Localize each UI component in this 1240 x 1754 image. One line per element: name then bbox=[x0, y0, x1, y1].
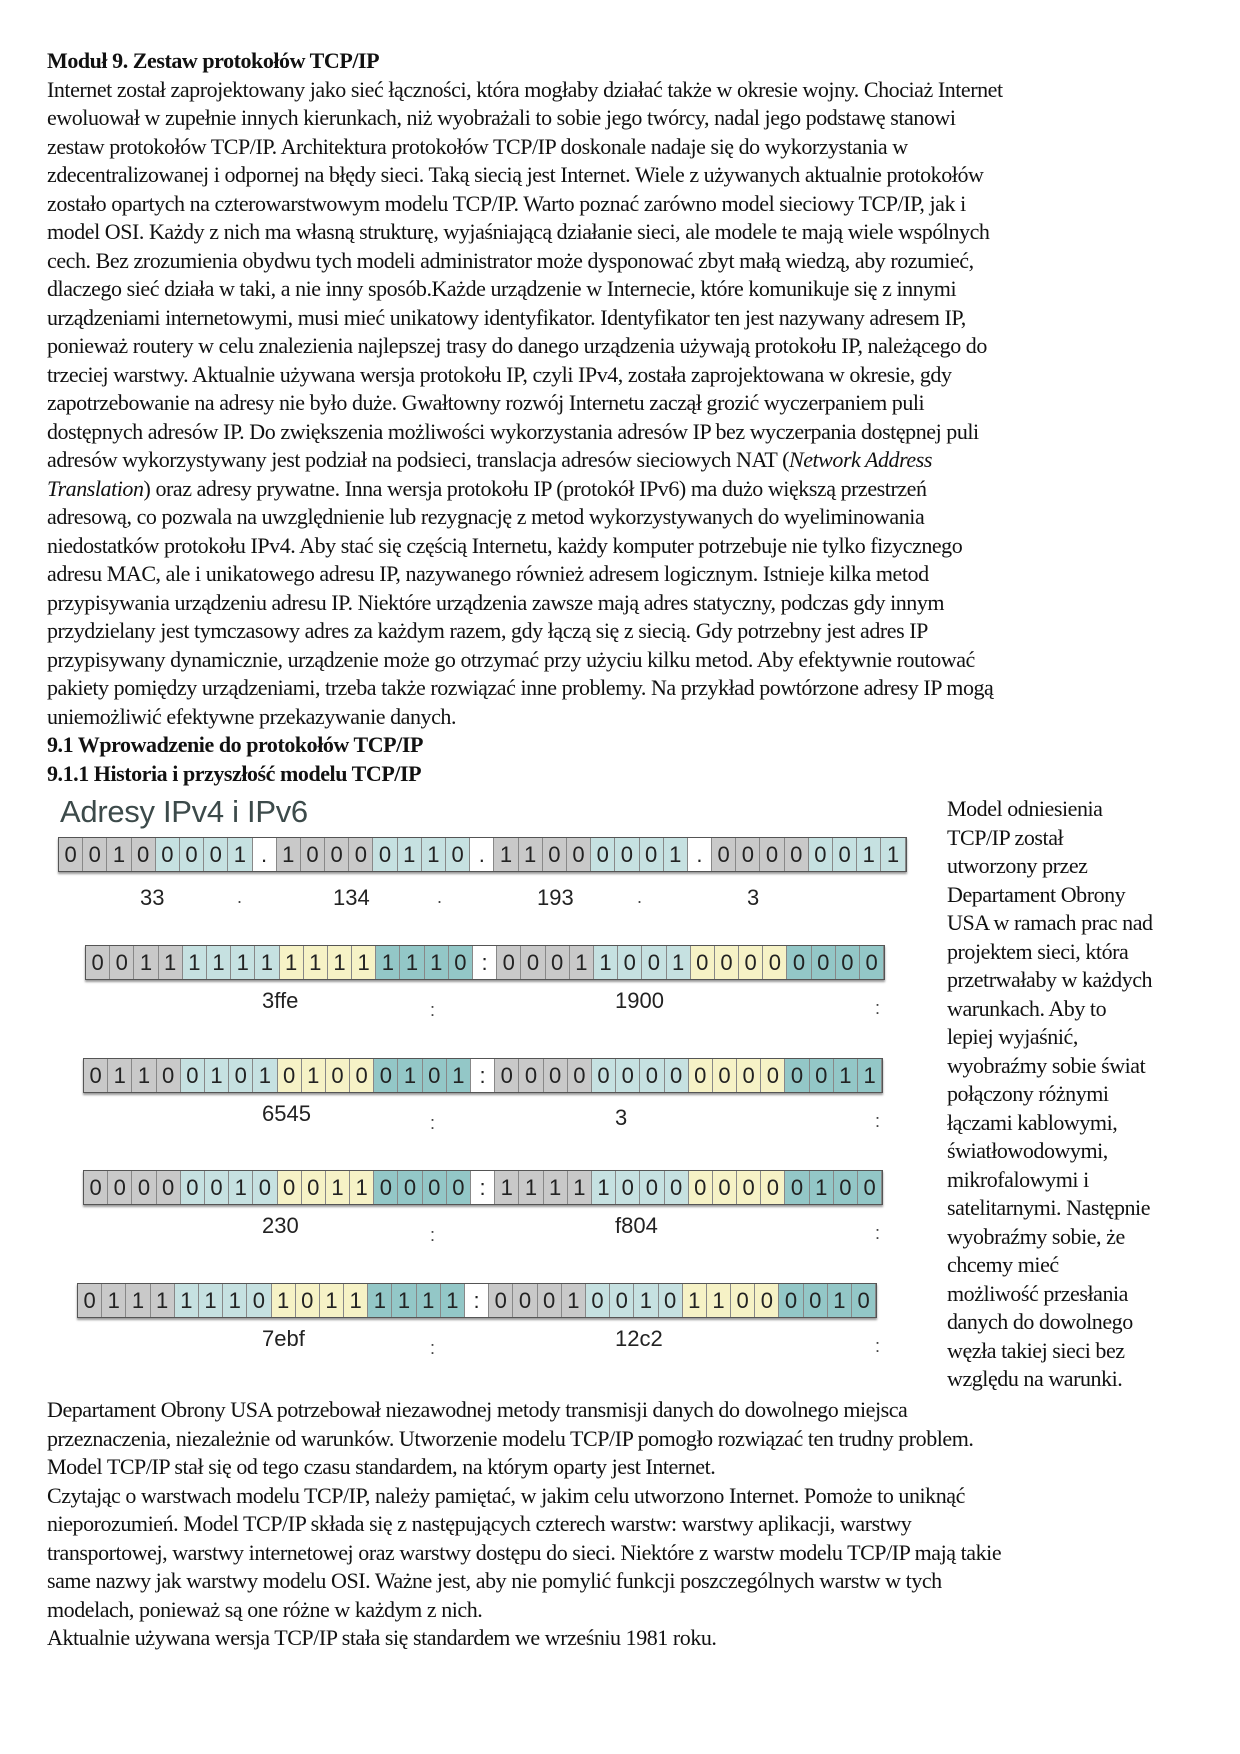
bit-cell: 1 bbox=[328, 946, 352, 979]
text-line: wyobraźmy sobie, że bbox=[947, 1223, 1125, 1249]
bit-cell: 1 bbox=[159, 946, 183, 979]
section-heading: 9.1 Wprowadzenie do protokołów TCP/IP bbox=[47, 732, 423, 757]
bit-cell: 0 bbox=[591, 838, 615, 871]
bit-cell: 0 bbox=[398, 1171, 422, 1204]
bit-cell: 0 bbox=[84, 1059, 108, 1092]
bit-cell: 1 bbox=[441, 1284, 465, 1317]
bit-cell: 0 bbox=[736, 838, 760, 871]
italic-term: Network Address bbox=[788, 447, 932, 472]
bit-cell: 0 bbox=[86, 946, 110, 979]
text-line: przypisywany dynamicznie, urządzenie może go otrzymać przy użyciu kilku metod. Aby efektywnie routować bbox=[47, 646, 975, 672]
text-line: Internet został zaprojektowany jako sieć łączności, która mogłaby działać także w okresie wojny. Chociaż Internet bbox=[47, 76, 1003, 102]
group-separator: : bbox=[430, 1225, 436, 1245]
bit-cell: 0 bbox=[785, 1059, 809, 1092]
bit-cell: 1 bbox=[667, 946, 691, 979]
bit-cell: 1 bbox=[495, 1171, 519, 1204]
bit-cell: 0 bbox=[544, 1059, 568, 1092]
bit-cell: 0 bbox=[739, 946, 763, 979]
bit-cell: 0 bbox=[659, 1284, 683, 1317]
side-paragraph bbox=[947, 795, 1153, 1394]
text-line: pakiety pomiędzy urządzeniami, trzeba także rozwiązać inne problemy. Na przykład powtórzone adresy IP mogą bbox=[47, 675, 994, 700]
text-line: ponieważ routery w celu znalezienia najlepszej trasy do danego urządzenia używają protokołu IP, należącego do bbox=[47, 333, 987, 358]
bit-cell: 1 bbox=[376, 946, 400, 979]
text-line: utworzony przez bbox=[947, 853, 1088, 878]
ipv6-bit-row bbox=[85, 945, 885, 980]
bit-cell: 1 bbox=[183, 946, 207, 979]
bit-cell: 0 bbox=[108, 1171, 132, 1204]
bit-cell: 0 bbox=[713, 1059, 737, 1092]
text-line: trzeciej warstwy. Aktualnie używana wersja protokołu IP, czyli IPv4, została zaprojektowana w okresie, gdy bbox=[47, 361, 952, 387]
bit-cell: 0 bbox=[715, 946, 739, 979]
bit-cell: 0 bbox=[665, 1059, 689, 1092]
bit-cell: 0 bbox=[59, 838, 83, 871]
text-line: mikrofalowymi i bbox=[947, 1166, 1089, 1192]
text-line: nieporozumień. Model TCP/IP składa się z następujących czterech warstw: warstwy aplikacji, warstwy bbox=[47, 1511, 912, 1536]
text-line: możliwość przesłania bbox=[947, 1280, 1128, 1306]
bit-cell: 1 bbox=[858, 1059, 882, 1092]
text-line: adresów wykorzystywany jest podział na podsieci, translacja adresów sieciowych NAT (Network Address bbox=[47, 447, 932, 472]
bit-cell: 0 bbox=[858, 1171, 882, 1204]
bit-cell: 0 bbox=[737, 1059, 761, 1092]
octet-separator: . bbox=[237, 887, 243, 907]
text-line: projektem sieci, która bbox=[947, 938, 1129, 964]
text-line: uniemożliwić efektywne przekazywanie danych. bbox=[47, 703, 457, 729]
separator-cell: : bbox=[471, 1059, 495, 1092]
bit-cell: 1 bbox=[320, 1284, 344, 1317]
group-separator: : bbox=[875, 1111, 881, 1131]
text-line: urządzeniami internetowymi, musi mieć unikatowy identyfikator. Identyfikator ten jest nazywany adresem IP, bbox=[47, 304, 966, 330]
ipv6-group-label: 230 bbox=[262, 1213, 299, 1238]
bit-cell: 0 bbox=[779, 1284, 803, 1317]
bit-cell: 0 bbox=[640, 838, 664, 871]
group-separator: : bbox=[875, 998, 881, 1018]
bit-cell: 1 bbox=[304, 946, 328, 979]
text-line: cech. Bez zrozumienia obydwu tych modeli administrator może dysponować zbyt małą wiedzą, aby rozumieć, bbox=[47, 247, 974, 273]
bit-cell: 1 bbox=[151, 1284, 175, 1317]
bit-cell: 0 bbox=[785, 1171, 809, 1204]
bit-cell: 0 bbox=[181, 1171, 205, 1204]
text-line: modelach, ponieważ są one różne w każdym z nich. bbox=[47, 1596, 483, 1622]
text-line: adresową, co pozwala na uwzględnienie lub rezygnację z metod wykorzystywanych do wyeliminowania bbox=[47, 504, 925, 529]
text-line: zostało opartych na czterowarstwowym modelu TCP/IP. Warto poznać zarówno model sieciowy TCP/IP, jak i bbox=[47, 190, 966, 216]
text-line: węzła takiej sieci bez bbox=[947, 1337, 1125, 1363]
bit-cell: 0 bbox=[521, 946, 545, 979]
text-line: połączony różnymi bbox=[947, 1081, 1109, 1106]
bit-cell: 0 bbox=[640, 1059, 664, 1092]
bit-cell: 1 bbox=[134, 946, 158, 979]
bit-cell: 0 bbox=[489, 1284, 513, 1317]
text-line: zestaw protokołów TCP/IP. Architektura protokołów TCP/IP doskonale nadaje się do wykorzystania w bbox=[47, 133, 908, 159]
bit-cell: 1 bbox=[132, 1059, 156, 1092]
bit-cell: 0 bbox=[785, 838, 809, 871]
subsection-heading: 9.1.1 Historia i przyszłość modelu TCP/IP bbox=[47, 760, 422, 786]
bit-cell: 0 bbox=[83, 838, 107, 871]
bit-cell: 0 bbox=[689, 1059, 713, 1092]
bit-cell: 1 bbox=[231, 946, 255, 979]
bit-cell: 1 bbox=[828, 1284, 852, 1317]
bit-cell: 0 bbox=[836, 946, 860, 979]
text-line: same nazwy jak warstwy modelu OSI. Ważne jest, aby nie pomylić funkcji poszczególnych warstw w tych bbox=[47, 1568, 942, 1593]
bit-cell: 0 bbox=[546, 946, 570, 979]
bit-cell: 0 bbox=[157, 1171, 181, 1204]
bit-cell: 0 bbox=[616, 1059, 640, 1092]
bit-cell: 1 bbox=[108, 1059, 132, 1092]
bit-cell: 1 bbox=[425, 946, 449, 979]
text-line bbox=[47, 475, 1003, 504]
text-line: USA w ramach prac nad bbox=[947, 910, 1153, 935]
bit-cell: 1 bbox=[107, 838, 131, 871]
bit-cell: 0 bbox=[763, 946, 787, 979]
bit-cell: 0 bbox=[810, 1059, 834, 1092]
bit-cell: 0 bbox=[423, 1059, 447, 1092]
group-separator: : bbox=[430, 1113, 436, 1133]
bit-cell: 0 bbox=[180, 838, 204, 871]
italic-term: Translation bbox=[47, 475, 144, 501]
bit-cell: 1 bbox=[834, 1059, 858, 1092]
bit-cell: 0 bbox=[586, 1284, 610, 1317]
text-line-part: ) oraz adresy prywatne. Inna wersja protokołu IP (protokół IPv6) ma dużo większą przestrzeń bbox=[143, 475, 927, 501]
bit-cell: 0 bbox=[513, 1284, 537, 1317]
bit-cell: 1 bbox=[594, 946, 618, 979]
bit-cell: 0 bbox=[761, 1059, 785, 1092]
bit-cell: 0 bbox=[568, 1059, 592, 1092]
bit-cell: 1 bbox=[205, 1059, 229, 1092]
bit-cell: 1 bbox=[881, 838, 905, 871]
text-line: Aktualnie używana wersja TCP/IP stała się standardem we wrześniu 1981 roku. bbox=[47, 1625, 717, 1650]
bit-cell: 0 bbox=[374, 1059, 398, 1092]
bit-cell: 1 bbox=[683, 1284, 707, 1317]
bit-cell: 1 bbox=[857, 838, 881, 871]
bit-cell: 0 bbox=[809, 838, 833, 871]
bit-cell: 0 bbox=[497, 946, 521, 979]
bit-cell: 1 bbox=[350, 1171, 374, 1204]
bit-cell: 1 bbox=[664, 838, 688, 871]
bit-cell: 0 bbox=[712, 838, 736, 871]
bit-cell: 0 bbox=[78, 1284, 102, 1317]
text-line: zdecentralizowanej i odpornej na błędy sieci. Taką siecią jest Internet. Wiele z używanych aktualnie protokołów bbox=[47, 162, 984, 187]
bit-cell: 0 bbox=[543, 838, 567, 871]
bit-cell: 0 bbox=[447, 1171, 471, 1204]
bit-cell: 0 bbox=[852, 1284, 876, 1317]
bit-cell: 1 bbox=[570, 946, 594, 979]
bit-cell: 1 bbox=[634, 1284, 658, 1317]
bottom-paragraphs bbox=[47, 1396, 1001, 1653]
bit-cell: 1 bbox=[810, 1171, 834, 1204]
bit-cell: 1 bbox=[352, 946, 376, 979]
text-line: adresu MAC, ale i unikatowego adresu IP, nazywanego również adresem logicznym. Istnieje kilka metod bbox=[47, 561, 929, 586]
text-line: dostępnych adresów IP. Do zwiększenia możliwości wykorzystania adresów IP bez wyczerpania dostępnej puli bbox=[47, 418, 979, 444]
text-line: Departament Obrony bbox=[947, 881, 1126, 907]
bit-cell: 0 bbox=[205, 1171, 229, 1204]
ipv6-group-label: 1900 bbox=[615, 988, 664, 1013]
bit-cell: 0 bbox=[253, 1171, 277, 1204]
bit-cell: 0 bbox=[519, 1059, 543, 1092]
ipv4-octet-label: 3 bbox=[747, 885, 760, 910]
bit-cell: 1 bbox=[277, 838, 301, 871]
bit-cell: 1 bbox=[302, 1059, 326, 1092]
bit-cell: 0 bbox=[247, 1284, 271, 1317]
group-separator: : bbox=[430, 1338, 436, 1358]
text-line: dlaczego sieć działa w taki, a nie inny sposób.Każde urządzenie w Internecie, które komunikuje się z innymi bbox=[47, 276, 957, 301]
group-separator: : bbox=[875, 1223, 881, 1243]
group-separator: : bbox=[875, 1336, 881, 1356]
ipv6-group-label: 12c2 bbox=[615, 1326, 663, 1351]
figure-title: Adresy IPv4 i IPv6 bbox=[60, 794, 308, 829]
bit-cell: 0 bbox=[615, 838, 639, 871]
bit-cell: 1 bbox=[519, 838, 543, 871]
bit-cell: 1 bbox=[392, 1284, 416, 1317]
bit-cell: 0 bbox=[834, 1171, 858, 1204]
bit-cell: 0 bbox=[731, 1284, 755, 1317]
text-line: TCP/IP został bbox=[947, 824, 1064, 850]
bit-cell: 0 bbox=[755, 1284, 779, 1317]
text-line: przeznaczenia, niezależnie od warunków. Utworzenie modelu TCP/IP pomogło rozwiązać ten trudny problem. bbox=[47, 1425, 974, 1451]
ipv6-group-label: 7ebf bbox=[262, 1326, 305, 1351]
bit-cell: 1 bbox=[400, 946, 424, 979]
bit-cell: 0 bbox=[616, 1171, 640, 1204]
bit-cell: 0 bbox=[278, 1059, 302, 1092]
text-line: Model odniesienia bbox=[947, 796, 1103, 821]
ipv6-bit-row bbox=[83, 1170, 883, 1205]
bit-cell: 0 bbox=[538, 1284, 562, 1317]
separator-cell: : bbox=[473, 946, 497, 979]
ipv4-bit-row bbox=[58, 837, 907, 872]
bit-cell: 1 bbox=[398, 838, 422, 871]
bit-cell: 0 bbox=[761, 1171, 785, 1204]
bit-cell: 1 bbox=[592, 1171, 616, 1204]
text-line: Czytając o warstwach modelu TCP/IP, należy pamiętać, w jakim celu utworzono Internet. Pomoże to uniknąć bbox=[47, 1482, 965, 1508]
bit-cell: 1 bbox=[102, 1284, 126, 1317]
bit-cell: 0 bbox=[156, 838, 180, 871]
text-line: łączami kablowymi, bbox=[947, 1109, 1118, 1135]
bit-cell: 1 bbox=[253, 1059, 277, 1092]
bit-cell: 0 bbox=[449, 946, 473, 979]
bit-cell: 0 bbox=[760, 838, 784, 871]
bit-cell: 1 bbox=[707, 1284, 731, 1317]
text-line: satelitarnymi. Następnie bbox=[947, 1195, 1151, 1220]
text-line: niedostatków protokołu IPv4. Aby stać się częścią Internetu, każdy komputer potrzebuje nie tylko fizycznego bbox=[47, 532, 963, 558]
bit-cell: 0 bbox=[229, 1059, 253, 1092]
ipv6-bit-row bbox=[77, 1283, 877, 1318]
bit-cell: 1 bbox=[326, 1171, 350, 1204]
bit-cell: 0 bbox=[326, 1059, 350, 1092]
bit-cell: 0 bbox=[642, 946, 666, 979]
text-line: chcemy mieć bbox=[947, 1252, 1059, 1277]
text-line: przetrwałaby w każdych bbox=[947, 967, 1153, 992]
octet-separator: . bbox=[637, 887, 643, 907]
ipv6-bit-row bbox=[83, 1058, 883, 1093]
text-line: wyobraźmy sobie świat bbox=[947, 1052, 1146, 1078]
separator-cell: . bbox=[253, 838, 277, 871]
bit-cell: 0 bbox=[302, 1171, 326, 1204]
bit-cell: 0 bbox=[132, 1171, 156, 1204]
ip-address-figure bbox=[55, 790, 945, 1390]
bit-cell: 0 bbox=[567, 838, 591, 871]
bit-cell: 1 bbox=[272, 1284, 296, 1317]
separator-cell: : bbox=[471, 1171, 495, 1204]
text-line: względu na warunki. bbox=[947, 1366, 1123, 1391]
text-line: danych do dowolnego bbox=[947, 1309, 1133, 1334]
bit-cell: 0 bbox=[618, 946, 642, 979]
bit-cell: 0 bbox=[592, 1059, 616, 1092]
bit-cell: 1 bbox=[228, 838, 252, 871]
text-line: lepiej wyjaśnić, bbox=[947, 1024, 1078, 1049]
bit-cell: 1 bbox=[398, 1059, 422, 1092]
bit-cell: 1 bbox=[568, 1171, 592, 1204]
bit-cell: 1 bbox=[207, 946, 231, 979]
bit-cell: 0 bbox=[84, 1171, 108, 1204]
bit-cell: 1 bbox=[544, 1171, 568, 1204]
ipv6-group-label: 6545 bbox=[262, 1101, 311, 1126]
group-separator: : bbox=[430, 1000, 436, 1020]
bit-cell: 1 bbox=[280, 946, 304, 979]
text-line: przypisywania urządzeniu adresu IP. Niektóre urządzenia zawsze mają adres statyczny, podczas gdy innym bbox=[47, 589, 945, 615]
bit-cell: 0 bbox=[713, 1171, 737, 1204]
bit-cell: 0 bbox=[374, 1171, 398, 1204]
bit-cell: 0 bbox=[110, 946, 134, 979]
bit-cell: 1 bbox=[229, 1171, 253, 1204]
bit-cell: 0 bbox=[787, 946, 811, 979]
bit-cell: 0 bbox=[296, 1284, 320, 1317]
bit-cell: 0 bbox=[132, 838, 156, 871]
bit-cell: 0 bbox=[689, 1171, 713, 1204]
bit-cell: 0 bbox=[278, 1171, 302, 1204]
bit-cell: 0 bbox=[373, 838, 397, 871]
bit-cell: 0 bbox=[157, 1059, 181, 1092]
bit-cell: 1 bbox=[368, 1284, 392, 1317]
bit-cell: 1 bbox=[175, 1284, 199, 1317]
ipv4-octet-label: 134 bbox=[333, 885, 370, 910]
bit-cell: 0 bbox=[610, 1284, 634, 1317]
bit-cell: 0 bbox=[204, 838, 228, 871]
bit-cell: 0 bbox=[349, 838, 373, 871]
bit-cell: 0 bbox=[737, 1171, 761, 1204]
ipv4-octet-label: 193 bbox=[537, 885, 574, 910]
bit-cell: 0 bbox=[804, 1284, 828, 1317]
intro-section bbox=[47, 47, 1003, 788]
text-line: światłowodowymi, bbox=[947, 1138, 1108, 1163]
bit-cell: 1 bbox=[447, 1059, 471, 1092]
bit-cell: 1 bbox=[422, 838, 446, 871]
octet-separator: . bbox=[437, 887, 443, 907]
ipv6-group-label: 3ffe bbox=[262, 988, 299, 1013]
bit-cell: 0 bbox=[181, 1059, 205, 1092]
text-line: model OSI. Każdy z nich ma własną strukturę, wyjaśniającą działanie sieci, ale modele te mają wiele wspólnych bbox=[47, 219, 990, 244]
bit-cell: 1 bbox=[562, 1284, 586, 1317]
bit-cell: 1 bbox=[255, 946, 279, 979]
bit-cell: 0 bbox=[301, 838, 325, 871]
text-line: warunkach. Aby to bbox=[947, 995, 1107, 1021]
text-line: transportowej, warstwy internetowej oraz warstwy dostępu do sieci. Niektóre z warstw modelu TCP/IP mają takie bbox=[47, 1539, 1002, 1565]
text-line: ewoluował w zupełnie innych kierunkach, niż wyobrażali to sobie jego twórcy, nadal jego podstawę stanowi bbox=[47, 105, 956, 130]
bit-cell: 1 bbox=[344, 1284, 368, 1317]
ipv4-octet-label: 33 bbox=[140, 885, 165, 910]
bit-cell: 0 bbox=[665, 1171, 689, 1204]
text-line: przydzielany jest tymczasowy adres za każdym razem, gdy łączą się z siecią. Gdy potrzebny jest adres IP bbox=[47, 618, 928, 643]
text-line: Departament Obrony USA potrzebował niezawodnej metody transmisji danych do dowolnego miejsca bbox=[47, 1397, 908, 1422]
separator-cell: . bbox=[470, 838, 494, 871]
bit-cell: 1 bbox=[494, 838, 518, 871]
intro-paragraph bbox=[47, 76, 1003, 732]
module-title: Moduł 9. Zestaw protokołów TCP/IP bbox=[47, 48, 380, 73]
text-line: Model TCP/IP stał się od tego czasu standardem, na którym oparty jest Internet. bbox=[47, 1454, 716, 1479]
bit-cell: 0 bbox=[640, 1171, 664, 1204]
bit-cell: 1 bbox=[519, 1171, 543, 1204]
separator-cell: . bbox=[688, 838, 712, 871]
bit-cell: 1 bbox=[417, 1284, 441, 1317]
bit-cell: 0 bbox=[691, 946, 715, 979]
bit-cell: 0 bbox=[860, 946, 884, 979]
bit-cell: 1 bbox=[199, 1284, 223, 1317]
bit-cell: 0 bbox=[446, 838, 470, 871]
text-line: zapotrzebowanie na adresy nie było duże. Gwałtowny rozwój Internetu zaczął grozić wyczerpaniem puli bbox=[47, 390, 925, 415]
bit-cell: 1 bbox=[223, 1284, 247, 1317]
bit-cell: 0 bbox=[495, 1059, 519, 1092]
bit-cell: 0 bbox=[325, 838, 349, 871]
separator-cell: : bbox=[465, 1284, 489, 1317]
ipv6-group-label: f804 bbox=[615, 1213, 658, 1238]
bit-cell: 0 bbox=[812, 946, 836, 979]
ipv6-group-label: 3 bbox=[615, 1105, 628, 1130]
bit-cell: 0 bbox=[833, 838, 857, 871]
bit-cell: 1 bbox=[126, 1284, 150, 1317]
bit-cell: 0 bbox=[423, 1171, 447, 1204]
bit-cell: 0 bbox=[350, 1059, 374, 1092]
